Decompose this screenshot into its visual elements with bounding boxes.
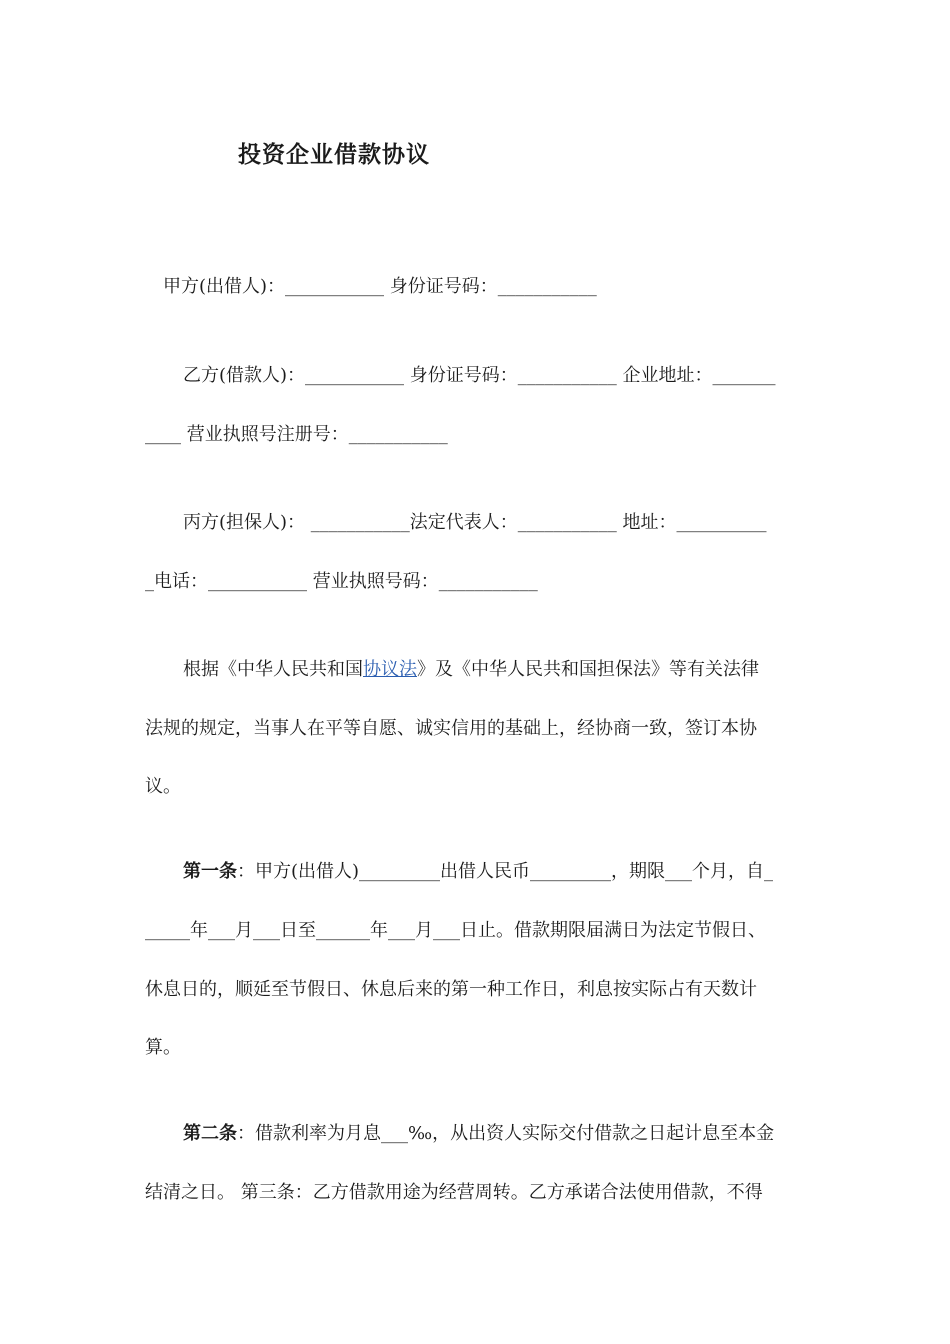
article-2-line-1: [183, 1120, 848, 1148]
document-title: 投资企业借款协议: [238, 142, 430, 168]
contract-law-link[interactable]: 协议法: [363, 659, 417, 680]
party-c-line-2: _电话：___________ 营业执照号码：___________: [145, 571, 538, 592]
party-a-line: 甲方(出借人)：___________ 身份证号码：___________: [163, 276, 597, 297]
preamble-line-3: 议。: [145, 776, 181, 797]
preamble-line-1: [183, 656, 848, 684]
article-2-line-2: 结清之日。 第三条：乙方借款用途为经营周转。乙方承诺合法使用借款，不得: [145, 1182, 763, 1203]
party-b-line-2: ____ 营业执照号注册号：___________: [145, 424, 448, 445]
article-2-text: ：借款利率为月息___‰，从出资人实际交付借款之日起计息至本金: [237, 1123, 775, 1144]
article-2-label: 第二条: [183, 1123, 237, 1144]
preamble-text-b: 》及《中华人民共和国担保法》等有关法律: [417, 659, 759, 680]
party-b-line-1: 乙方(借款人)：___________ 身份证号码：___________ 企业地址：_______: [183, 365, 776, 386]
article-1-line-3: 休息日的，顺延至节假日、休息后来的第一种工作日，利息按实际占有天数计: [145, 979, 757, 1000]
preamble-line-2: 法规的规定，当事人在平等自愿、诚实信用的基础上，经协商一致，签订本协: [145, 718, 757, 739]
article-1-label: 第一条: [183, 861, 237, 882]
article-1-line-1: [183, 858, 848, 886]
article-1-line-4: 算。: [145, 1037, 181, 1058]
party-c-line-1: 丙方(担保人)： ___________法定代表人：___________ 地址：__________: [183, 512, 767, 533]
article-1-text: ：甲方(出借人)_________出借人民币_________，期限___个月，自_: [237, 861, 774, 882]
article-1-line-2: _____年___月___日至______年___月___日止。借款期限届满日为法定节假日、: [145, 920, 766, 941]
preamble-text-a: 根据《中华人民共和国: [183, 659, 363, 680]
